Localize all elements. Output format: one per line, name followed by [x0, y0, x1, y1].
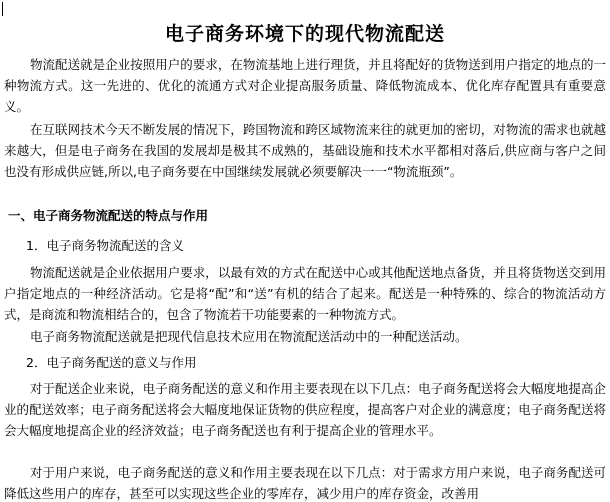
paragraph-6 — [4, 462, 606, 502]
paragraph-1 — [4, 54, 606, 117]
section-heading-1: 一、电子商务物流配送的特点与作用 — [8, 208, 209, 223]
paragraph-3 — [4, 262, 606, 325]
subsection-heading-1: 1．电子商务物流配送的含义 — [26, 238, 184, 253]
subsection-heading-2: 2．电子商务配送的意义与作用 — [26, 355, 197, 370]
paragraph-5-text: 对于配送企业来说，电子商务配送的意义和作用主要表现在以下几点：电子商务配送将会大幅度地提高企业的配送效率；电子商务配送将会大幅度地保证货物的供应程度，提高客户对企业的满意度；电子商务配送将会大幅度地提高企业的经济效益；电子商务配送也有利于提高企业的管理水平。 — [4, 381, 606, 438]
paragraph-5 — [4, 378, 606, 441]
paragraph-1-text: 物流配送就是企业按照用户的要求，在物流基地上进行理货，并且将配好的货物送到用户指定的地点的一种物流方式。这一先进的、优化的流通方式对企业提高服务质量、降低物流成本、优化库存配置具有重要意义。 — [4, 57, 606, 114]
document-title: 电子商务环境下的现代物流配送 — [164, 23, 445, 45]
paragraph-4 — [4, 326, 606, 347]
paragraph-6-text: 对于用户来说，电子商务配送的意义和作用主要表现在以下几点：对于需求方用户来说，电子商务配送可降低这些用户的库存，甚至可以实现这些企业的零库存，减少用户的库存资金，改善用 — [4, 465, 606, 501]
paragraph-3-text: 物流配送就是企业依据用户要求，以最有效的方式在配送中心或其他配送地点备货，并且将货物送交到用户指定地点的一种经济活动。它是将“配”和“送”有机的结合了起来。配送是一种特殊的、综合的物流活动方式，是商流和物流相结合的，包含了物流若干功能要素的一种物流方式。 — [4, 265, 606, 322]
paragraph-4-text: 电子商务物流配送就是把现代信息技术应用在物流配送活动中的一种配送活动。 — [30, 329, 468, 344]
text-cursor — [2, 2, 3, 16]
paragraph-2-text: 在互联网技术今天不断发展的情况下，跨国物流和跨区域物流来往的就更加的密切，对物流的需求也就越来越大，但是电子商务在我国的发展却是极其不成熟的，基础设施和技术水平都相对落后,供应商与客户之间也没有形成供应链,所以,电子商务要在中国继续发展就必须要解决一一“物流瓶颈”。 — [4, 122, 606, 179]
paragraph-2 — [4, 119, 606, 182]
